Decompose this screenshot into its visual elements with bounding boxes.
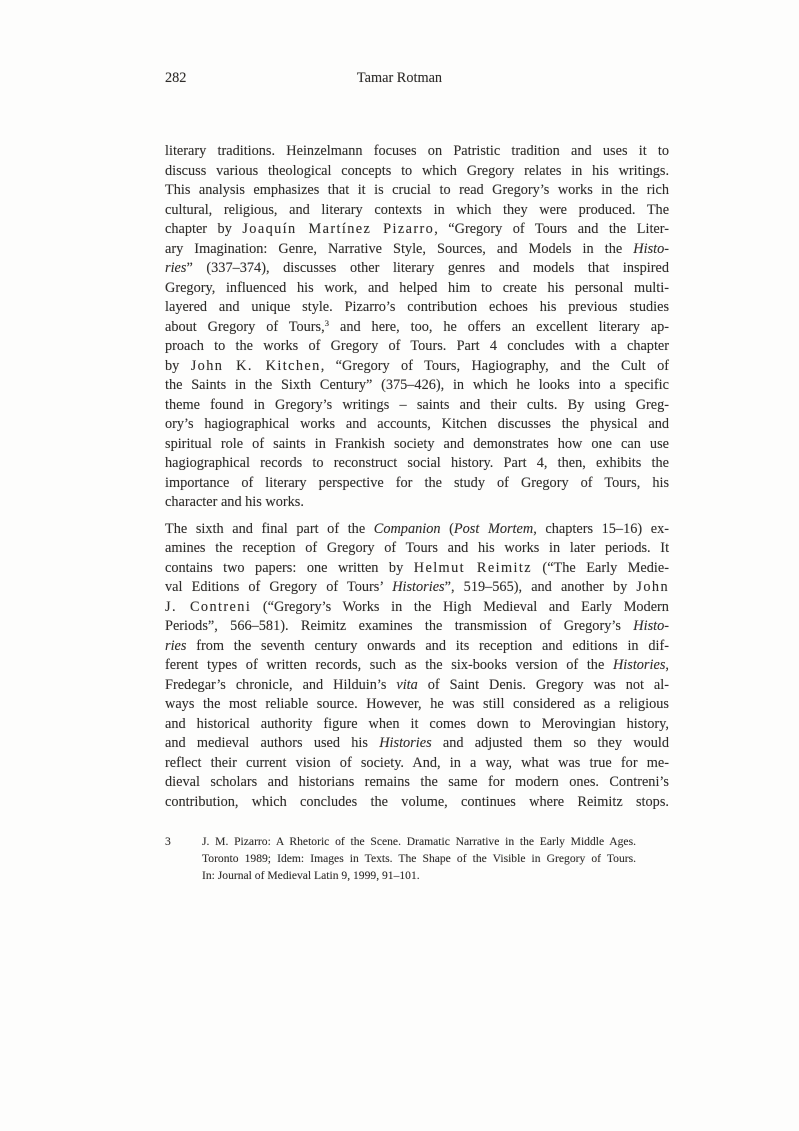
text-run: character and his works. <box>165 494 304 510</box>
paragraph-1 <box>165 142 671 513</box>
body-line <box>165 396 671 416</box>
body-line <box>165 734 671 754</box>
body-line <box>165 259 671 279</box>
text-run: J. Contreni <box>165 598 252 615</box>
text-run: and here, too, he offers an excellent literary ap- <box>329 318 670 335</box>
text-line-content <box>165 493 304 513</box>
body-line <box>165 754 671 774</box>
text-line-content <box>165 617 669 637</box>
text-run: ary Imagination: Genre, Narrative Style, Sources, and Models in the <box>165 240 634 257</box>
text-run: and adjusted them so they would <box>431 735 669 751</box>
text-run: ( <box>440 520 454 537</box>
text-run: chapter by <box>165 221 243 237</box>
body-line <box>165 637 671 657</box>
text-run: , chapters 15–16) ex- <box>533 520 670 537</box>
text-run: Histo- <box>633 618 670 634</box>
body-line <box>165 298 671 318</box>
text-run: , <box>665 657 669 673</box>
text-run: reflect their current vision of society. And, in a way, what was true for me- <box>165 754 669 771</box>
footnote-line <box>202 833 638 850</box>
text-run: ” (337–374), discusses other literary genres and models that inspired <box>186 260 669 276</box>
text-line-content <box>165 676 669 696</box>
body-line <box>165 201 671 221</box>
text-line-content <box>165 637 669 657</box>
text-line-content <box>165 773 669 793</box>
text-run: contains two papers: one written by <box>165 559 414 576</box>
text-run: Histories <box>612 657 666 673</box>
text-line-content <box>165 396 669 416</box>
body-line <box>165 656 671 676</box>
text-line-content <box>165 435 669 455</box>
body-line <box>165 539 671 559</box>
footnote-line <box>202 867 638 884</box>
body-line <box>165 454 671 474</box>
text-run: vita <box>396 676 418 693</box>
text-run: 3 <box>324 317 330 328</box>
text-line-content <box>165 279 669 299</box>
text-run: layered and unique style. Pizarro’s contribution echoes his previous studies <box>165 299 670 315</box>
body-line <box>165 181 671 201</box>
text-line-content <box>165 695 669 715</box>
text-run: (“The Early Medie- <box>531 559 669 576</box>
text-line-content <box>165 181 669 201</box>
text-run: Companion <box>373 520 441 537</box>
text-run: dieval scholars and historians remains the same for modern ones. Contreni’s <box>165 774 669 790</box>
text-run: val Editions of Gregory of Tours’ <box>165 579 393 595</box>
text-line-content <box>165 357 669 377</box>
text-run: of Saint Denis. Gregory was not al- <box>417 676 670 693</box>
text-run: cultural, religious, and literary contexts in which they were produced. The <box>165 201 670 218</box>
body-line <box>165 715 671 735</box>
body-line <box>165 220 671 240</box>
text-run: contribution, which concludes the volume, continues where Reimitz stops. <box>165 793 669 810</box>
body-line <box>165 773 671 793</box>
text-run: ferent types of written records, such as the six-books version of the <box>165 657 613 673</box>
text-run: John <box>636 579 670 595</box>
text-line-content <box>165 220 669 240</box>
running-head-author: Tamar Rotman <box>356 70 443 86</box>
text-line-content <box>165 337 669 357</box>
text-line-content <box>165 162 669 182</box>
text-line-content <box>165 539 669 559</box>
text-line-content <box>165 715 669 735</box>
text-run: Toronto 1989; Idem: Images in Texts. The Shape of the Visible in Gregory of Tours. <box>202 852 637 866</box>
body-line <box>165 435 671 455</box>
body-line <box>165 793 671 813</box>
text-line-content <box>165 474 669 494</box>
page-number: 282 <box>165 70 187 86</box>
text-line-content <box>165 415 669 435</box>
text-line-content <box>165 259 669 279</box>
text-line-content <box>165 793 669 813</box>
footnote-line <box>202 850 638 867</box>
text-run: , “Gregory of Tours and the Liter- <box>434 221 670 237</box>
text-run: literary traditions. Heinzelmann focuses on Patristic tradition and uses it to <box>165 143 670 159</box>
body-line <box>165 415 671 435</box>
text-run: Histories <box>379 735 432 751</box>
text-run: In: Journal of Medieval Latin 9, 1999, 91–101. <box>202 869 420 883</box>
text-run: ”, 519–565), and another by <box>444 579 637 595</box>
text-run: Gregory, influenced his work, and helped him to create his personal multi- <box>165 279 669 296</box>
body-line <box>165 578 671 598</box>
text-line-content <box>165 598 669 618</box>
text-run: The sixth and final part of the <box>165 520 374 537</box>
text-line-content <box>165 201 669 221</box>
body-line <box>165 474 671 494</box>
text-run: the Saints in the Sixth Century” (375–426), in which he looks into a specific <box>165 377 669 393</box>
text-line-content <box>202 833 636 850</box>
running-header <box>0 68 799 88</box>
body-line <box>165 240 671 260</box>
text-run: importance of literary perspective for the study of Gregory of Tours, his <box>165 474 670 491</box>
text-run: Joaquín Martínez Pizarro <box>242 221 435 237</box>
text-line-content <box>165 376 669 396</box>
footnote-text <box>202 833 638 885</box>
footnote-section <box>165 833 671 885</box>
text-run: J. M. Pizarro: A Rhetoric of the Scene. Dramatic Narrative in the Early Middle Ages. <box>202 835 636 848</box>
text-run: (“Gregory’s Works in the High Medieval and Early Modern <box>251 598 669 615</box>
text-line-content <box>165 734 669 754</box>
text-run: amines the reception of Gregory of Tours and his works in later periods. It <box>165 540 670 556</box>
body-line <box>165 376 671 396</box>
text-run: Histories <box>392 579 445 595</box>
body-line <box>165 598 671 618</box>
text-run: ory’s hagiographical works and accounts, Kitchen discusses the physical and <box>165 416 670 432</box>
text-run: This analysis emphasizes that it is crucial to read Gregory’s works in the rich <box>165 182 670 198</box>
text-run: hagiographical records to reconstruct social history. Part 4, then, exhibits the <box>165 455 669 471</box>
body-line <box>165 617 671 637</box>
text-line-content <box>165 298 669 318</box>
text-line-content <box>165 240 669 260</box>
body-line <box>165 162 671 182</box>
text-line-content <box>202 850 636 867</box>
text-run: ways the most reliable source. However, he was still considered as a religious <box>165 696 669 712</box>
footnote-marker: 3 <box>165 835 171 848</box>
text-run: Fredegar’s chronicle, and Hilduin’s <box>165 676 397 693</box>
text-line-content <box>202 867 420 884</box>
text-line-content <box>165 754 669 774</box>
body-line <box>165 142 671 162</box>
text-line-content <box>165 318 669 339</box>
text-line-content <box>165 559 669 579</box>
text-run: Periods”, 566–581). Reimitz examines the transmission of Gregory’s <box>165 618 634 634</box>
body-line <box>165 695 671 715</box>
text-run: Histo- <box>633 240 670 257</box>
text-line-content <box>165 520 669 540</box>
body-text <box>165 142 671 812</box>
text-run: theme found in Gregory’s writings – saints and their cults. By using Greg- <box>165 396 670 413</box>
body-line <box>165 318 671 338</box>
text-line-content <box>165 578 669 598</box>
body-line <box>165 357 671 377</box>
body-line <box>165 493 671 513</box>
text-run: and medieval authors used his <box>165 735 380 751</box>
text-line-content <box>165 142 669 162</box>
body-line <box>165 279 671 299</box>
body-line <box>165 676 671 696</box>
text-line-content <box>165 454 669 474</box>
text-run: from the seventh century onwards and its reception and editions in dif- <box>186 637 669 654</box>
text-run: , “Gregory of Tours, Hagiography, and the Cult of <box>320 357 669 374</box>
body-line <box>165 337 671 357</box>
text-run: ries <box>165 637 187 654</box>
text-run: proach to the works of Gregory of Tours. Part 4 concludes with a chapter <box>165 338 670 354</box>
text-run: by <box>165 357 191 374</box>
text-run: discuss various theological concepts to which Gregory relates in his writings. <box>165 162 670 179</box>
body-line <box>165 559 671 579</box>
text-run: about Gregory of Tours, <box>165 318 325 335</box>
text-run: Post Mortem <box>453 520 534 537</box>
text-run: ries <box>165 260 187 276</box>
paragraph-2 <box>165 520 671 813</box>
body-line <box>165 520 671 540</box>
text-run: and historical authority figure when it comes down to Merovingian history, <box>165 715 669 732</box>
text-run: John K. Kitchen <box>190 357 321 374</box>
text-run: Helmut Reimitz <box>413 559 532 576</box>
text-run: spiritual role of saints in Frankish society and demonstrates how one can use <box>165 435 669 452</box>
text-line-content <box>165 656 669 676</box>
